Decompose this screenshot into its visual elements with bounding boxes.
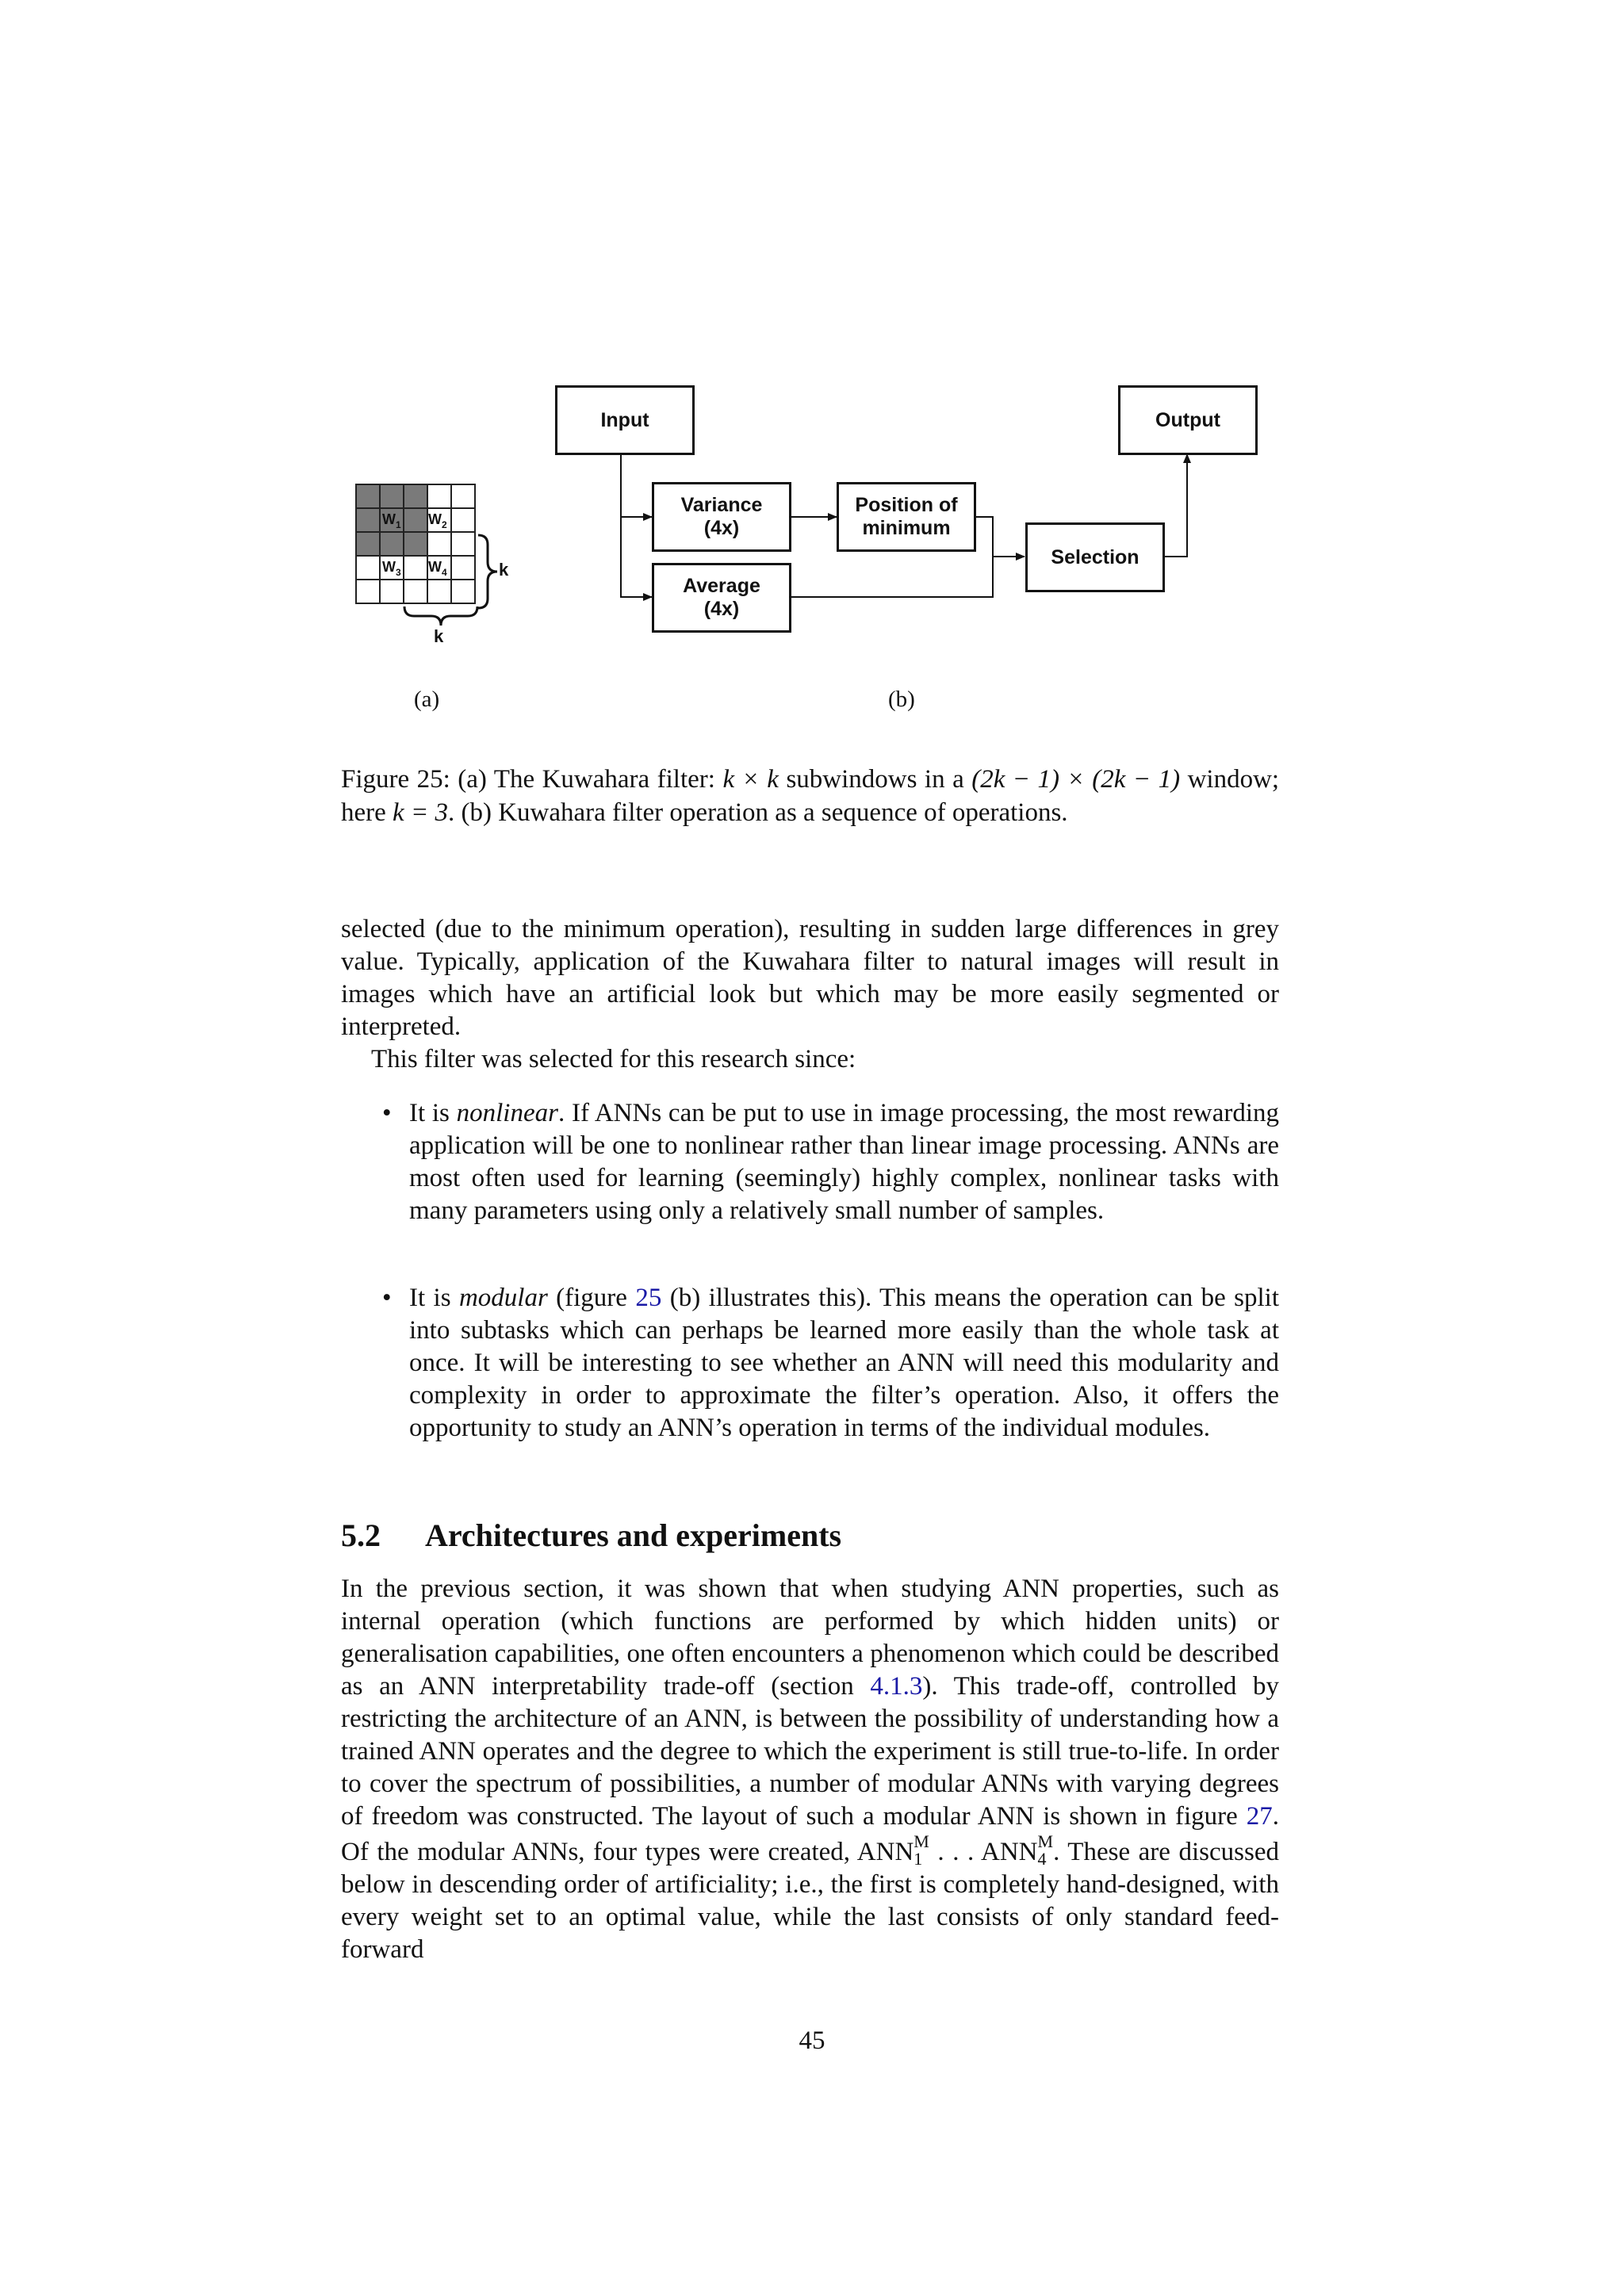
selection-box-label: Selection xyxy=(1051,545,1139,568)
bullet-item-nonlinear: • It is nonlinear. If ANNs can be put to use in image processing, the most rewarding application will be one to nonlinear rather than linear image processing. ANNs are most often used for learning (seemingly) highly complex, nonlinear tasks with many parameters using only a relatively small number of samples. xyxy=(382,1099,1279,1225)
kuwahara-grid xyxy=(356,484,509,646)
variance-box-label-2: (4x) xyxy=(703,517,740,539)
variance-box-label-1: Variance xyxy=(680,494,763,516)
bullet-item-modular: • It is modular (figure 25 (b) illustrates this). This means the operation can be split into subtasks which can perhaps be learned more easily than the whole task at once. It will be interesting to see whether an ANN will need this modularity and complexity in order to approximate the filter’s operation. Also, it offers the opportunity to study an ANN’s operation in terms of the individual modules. xyxy=(382,1284,1279,1442)
ann-m4-script: M 4 xyxy=(1037,1831,1054,1869)
position-of-minimum-box xyxy=(837,482,976,552)
caption-label: Figure 25: xyxy=(341,765,450,794)
sublabel-a: (a) xyxy=(414,687,440,712)
body-paragraph-1: selected (due to the minimum operation), resulting in sudden large differences in grey value. Typically, application of the Kuwahara filter to natural images will result in images which have an artificial look but which may be more easily segmented or interpreted. xyxy=(341,915,1279,1041)
figure-27-link[interactable]: 27 xyxy=(1246,1802,1273,1831)
bullet-icon: • xyxy=(382,1284,392,1312)
output-box-label: Output xyxy=(1155,408,1220,431)
w4-label: $W_4$ xyxy=(428,559,447,578)
ann-m1-script: M 1 xyxy=(914,1831,929,1869)
figure-25-diagram xyxy=(0,0,1624,714)
variance-box xyxy=(652,482,791,552)
bottom-brace xyxy=(404,607,477,626)
average-box-label-1: Average xyxy=(683,575,760,597)
page-number: 45 xyxy=(799,2026,825,2055)
average-box-label-2: (4x) xyxy=(703,598,740,620)
section-heading xyxy=(341,1517,841,1554)
position-box-label-1: Position of xyxy=(855,494,958,516)
bullet-icon: • xyxy=(382,1099,392,1127)
input-box-label: Input xyxy=(600,408,649,431)
body-paragraph-3: In the previous section, it was shown that when studying ANN properties, such as internal operation (which functions are performed by which hidden units) or generalisation capabilities, one often encounters a phenomenon which could be described as an ANN interpretability trade-off (section 4.1.3). This trade-off, controlled by restricting the architecture of an ANN, is between the possibility of understanding how a trained ANN operates and the degree to which the experiment is still true-to-life. In order to cover the spectrum of possibilities, a number of modular ANNs with varying degrees of freedom was constructed. The layout of such a modular ANN is shown in figure 27. Of the modular ANNs, four types were created, ANN M 1 . . . ANN M 4 . These are discussed below in descending order of artificiality; i.e., the first is completely hand-designed, with every weight set to an optimal value, while the last consists of only standard feed-forward xyxy=(341,1575,1279,1964)
w2-label: $W_2$ xyxy=(428,511,447,530)
right-brace xyxy=(478,535,497,608)
w1-label: $W_1$ xyxy=(382,511,401,530)
section-title: Architectures and experiments xyxy=(425,1517,842,1553)
section-4-1-3-link[interactable]: 4.1.3 xyxy=(870,1672,923,1701)
brace-k-bottom: k xyxy=(434,626,444,646)
sublabel-b: (b) xyxy=(888,687,915,712)
figure-25-link[interactable]: 25 xyxy=(635,1284,662,1312)
section-number: 5.2 xyxy=(341,1517,381,1553)
w3-label: $W_3$ xyxy=(382,559,401,578)
selection-box xyxy=(1025,522,1165,592)
output-box xyxy=(1118,385,1258,455)
position-box-label-2: minimum xyxy=(862,517,951,539)
brace-k-right: k xyxy=(499,560,509,580)
average-box xyxy=(652,563,791,633)
body-paragraph-2: This filter was selected for this research since: xyxy=(371,1045,856,1073)
input-box xyxy=(555,385,695,455)
figure-caption: Figure 25: (a) The Kuwahara filter: k × k subwindows in a (2k − 1) × (2k − 1) window; here k = 3. (b) Kuwahara filter operation as a sequence of operations. xyxy=(341,765,1280,827)
